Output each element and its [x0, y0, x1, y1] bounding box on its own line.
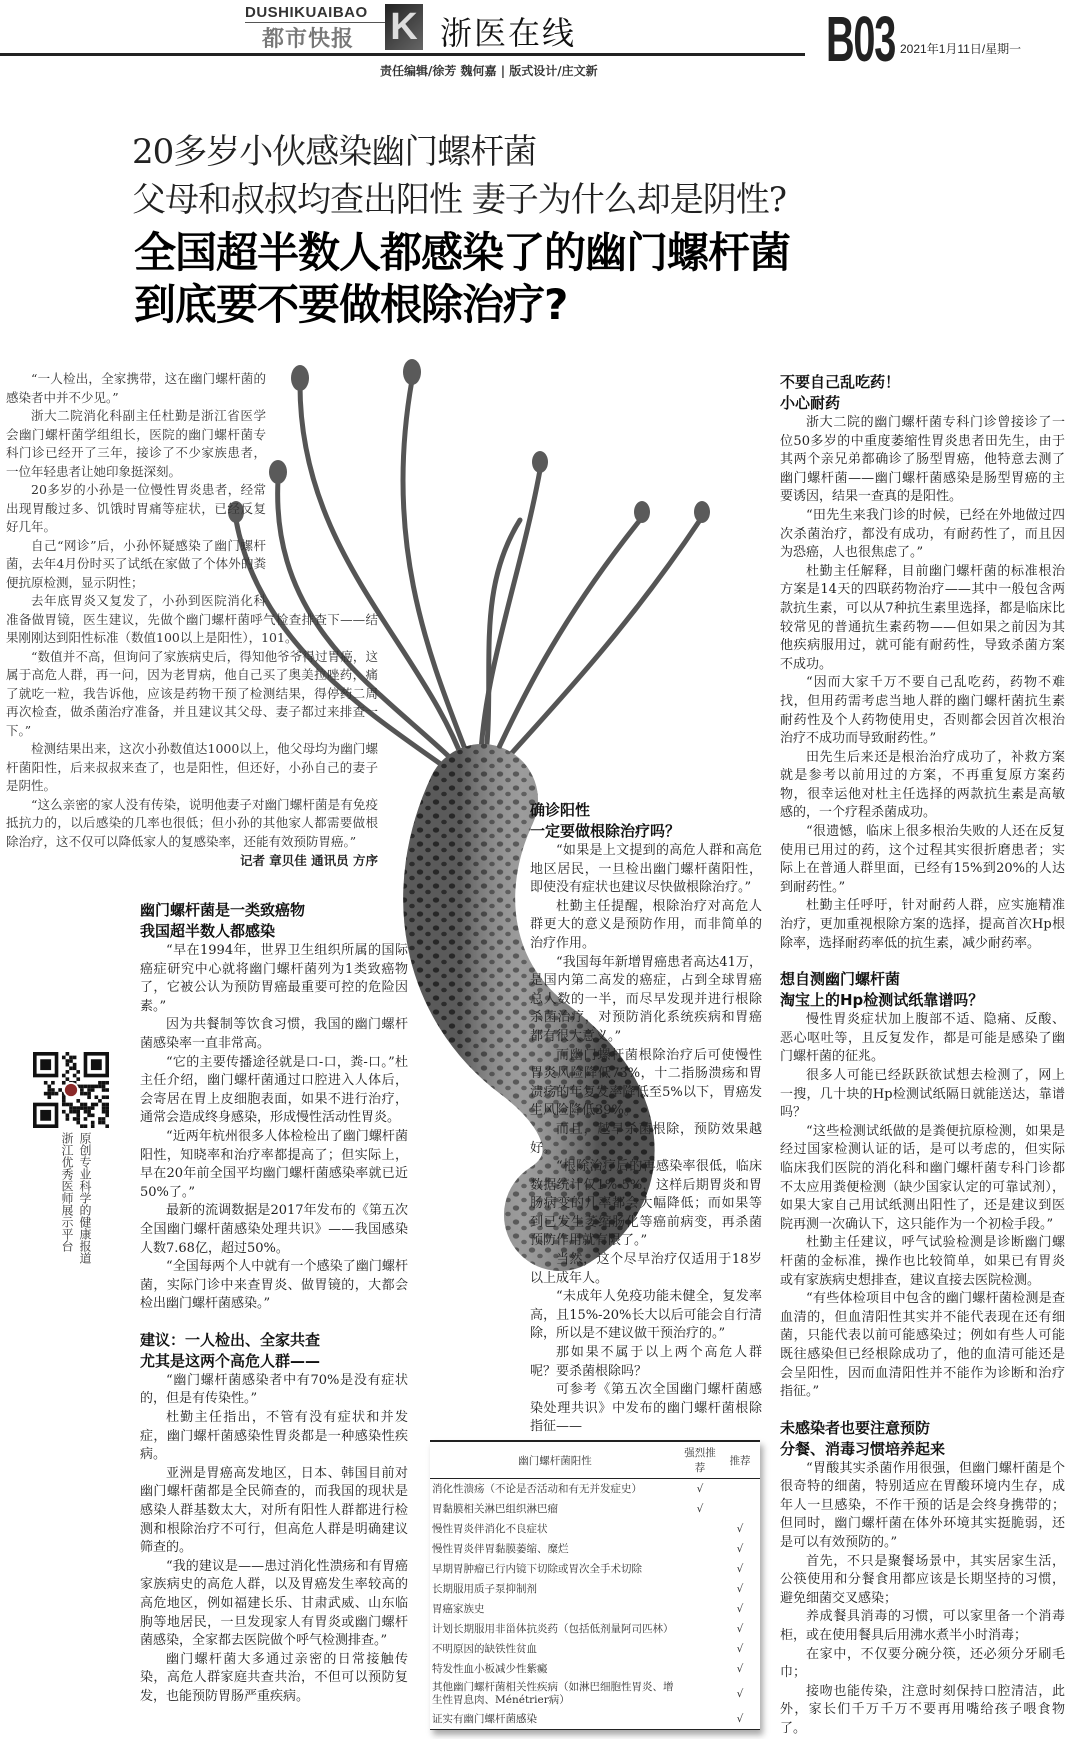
recommend-check-cell: √ — [736, 1642, 744, 1655]
middle-article-column — [530, 800, 762, 1437]
table-row — [430, 1639, 760, 1659]
body-paragraph: “胃酸其实杀菌作用很强，但幽门螺杆菌是个很奇特的细菌，特别适应在胃酸环境内生存，成年人一旦感染，不作干预的话是会终身携带的；但同时，幽门螺杆菌在体外环境其实挺脆弱，还是可以有效预防的。” — [780, 1460, 1065, 1551]
table-row — [430, 1659, 760, 1679]
body-paragraph: 亚洲是胃癌高发地区，日本、韩国目前对幽门螺杆菌都是全民筛查的，而我国的现状是感染人群基数太大，对所有阳性人群都进行检测和根除治疗不可行，但高危人群是明确建议筛查的。 — [140, 1465, 408, 1556]
recommend-check-cell: √ — [736, 1687, 744, 1700]
section-heading: 确诊阳性 — [530, 801, 591, 819]
strong-check-cell — [680, 1679, 720, 1709]
intro-paragraph: 检测结果出来，这次小孙数值达1000以上，他父母均为幽门螺杆菌阳性，后来叔叔来查了，也是阳性，但还好，小孙自己的妻子是阴性。 — [6, 741, 378, 793]
body-paragraph: “我的建议是——患过消化性溃疡和有胃癌家族病史的高危人群，以及胃癌发生率较高的高危地区，例如福建长乐、甘肃武威、山东临朐等地居民，一旦发现家人有胃炎或幽门螺杆菌感染，全家都去医院做个呼气检测排查。” — [140, 1558, 408, 1649]
intro-paragraph: 自己“网诊”后，小孙怀疑感染了幽门螺杆菌，去年4月份时买了试纸在家做了个体外的粪便抗原检测，显示阴性； — [6, 537, 266, 590]
table-header-row — [430, 1441, 760, 1479]
body-paragraph: 杜勤主任解释，目前幽门螺杆菌的标准根治方案是14天的四联药物治疗——其中一般包含两款抗生素，可以从7种抗生素里选择，都是临床比较常见的普通抗生素药物——但如果之前因为其他疾病服用过，就可能有耐药性，导致杀菌方案不成功。 — [780, 563, 1065, 672]
indication-label: 慢性胃炎伴消化不良症状 — [432, 1522, 548, 1535]
kicker-line-1: 20多岁小伙感染幽门螺杆菌 — [132, 132, 537, 172]
section-heading: 淘宝上的Hp检测试纸靠谱吗？ — [780, 991, 984, 1010]
strong-check-cell — [680, 1709, 720, 1730]
body-paragraph: 浙大二院的幽门螺杆菌专科门诊曾接诊了一位50多岁的中重度萎缩性胃炎患者田先生，由于其两个亲兄弟都确诊了肠型胃癌，他特意去测了幽门螺杆菌——幽门螺杆菌感染是肠型胃癌的主要诱因，结果一查真的是阳性。 — [780, 415, 1065, 505]
page-number: B03 — [826, 3, 896, 75]
paper-logo-k: K — [385, 4, 423, 50]
indication-label: 证实有幽门螺杆菌感染 — [430, 1709, 680, 1730]
indication-label: 早期胃肿瘤已行内镜下切除或胃次全手术切除 — [432, 1562, 642, 1575]
body-paragraph: 当然，这个尽早治疗仅适用于18岁以上成年人。 — [530, 1252, 762, 1286]
table-row — [430, 1539, 760, 1559]
body-paragraph: “近两年杭州很多人体检检出了幽门螺杆菌阳性，知晓率和治疗率都提高了；但实际上，早在20年前全国平均幽门螺杆菌感染率就已近50%了。” — [140, 1128, 408, 1200]
body-paragraph: 最新的流调数据是2017年发布的《第五次全国幽门螺杆菌感染处理共识》——我国感染人数7.68亿，超过50%。 — [140, 1203, 408, 1256]
indication-label: 长期服用质子泵抑制剂 — [432, 1582, 537, 1595]
body-paragraph: 很多人可能已经跃跃欲试想去检测了，网上一搜，几十块的Hp检测试纸隔日就能送达，靠谱吗？ — [780, 1068, 1065, 1121]
table-row — [430, 1679, 760, 1709]
issue-date: 2021年1月11日/星期一 — [900, 42, 1022, 56]
table-row — [430, 1709, 760, 1730]
table-row — [430, 1479, 760, 1500]
indication-label: 其他幽门螺杆菌相关性疾病（如淋巴细胞性胃炎、增生性胃息肉、Ménétrier病） — [432, 1681, 674, 1706]
header-recommend: 推荐 — [720, 1441, 760, 1479]
recommend-check-cell: √ — [736, 1542, 744, 1555]
header-indication: 幽门螺杆菌阳性 — [430, 1441, 680, 1479]
indication-label: 消化性溃疡（不论是否活动和有无并发症史） — [432, 1482, 642, 1495]
table-row — [430, 1559, 760, 1579]
body-paragraph: 田先生后来还是根治治疗成功了，补救方案就是参考以前用过的方案，不再重复原方案药物，很幸运他对杜主任选择的两款抗生素是高敏感的，一个疗程杀菌成功。 — [780, 749, 1065, 821]
body-paragraph: “未成年人免疫功能未健全，复发率高，且15%-20%长大以后可能会自行清除，所以是不建议做干预治疗的。” — [530, 1289, 762, 1342]
qr-caption — [58, 1132, 94, 1264]
section-heading: 一定要做根除治疗吗？ — [530, 822, 681, 840]
body-paragraph: 慢性胃炎症状加上腹部不适、隐痛、反酸、恶心呕吐等，且反复发作，都是可能是感染了幽门螺杆菌的征兆。 — [780, 1012, 1065, 1065]
strong-check-cell — [680, 1539, 720, 1559]
right-article-column — [780, 372, 1065, 1739]
strong-check-cell — [680, 1619, 720, 1639]
recommend-check-cell — [720, 1499, 760, 1519]
body-paragraph: 在家中，不仅要分碗分筷，还必须分牙刷毛巾； — [780, 1646, 1065, 1681]
section-heading: 小心耐药 — [780, 394, 841, 412]
strong-check-cell — [680, 1559, 720, 1579]
body-paragraph: 杜勤主任建议，呼气试验检测是诊断幽门螺杆菌的金标准，操作也比较简单，如果已有胃炎或有家族病史想排查，建议直接去医院检测。 — [780, 1235, 1065, 1288]
body-paragraph: “早在1994年，世界卫生组织所属的国际癌症研究中心就将幽门螺杆菌列为1类致癌物了，它被公认为预防胃癌最重要可控的危险因素。” — [140, 943, 408, 1014]
body-paragraph: 杜勤主任指出，不管有没有症状和并发症，幽门螺杆菌感染性胃炎都是一种感染性疾病。 — [140, 1410, 408, 1463]
strong-check-cell: √ — [696, 1502, 704, 1515]
section-title: 浙医在线 — [440, 14, 577, 52]
body-paragraph: 因为共餐制等饮食习惯，我国的幽门螺杆菌感染率一直非常高。 — [140, 1017, 408, 1051]
recommend-check-cell — [720, 1479, 760, 1500]
body-paragraph: “这些检测试纸做的是粪便抗原检测，如果是经过国家检测认证的话，是可以考虑的，但实际临床我们医院的消化科和幽门螺杆菌专科门诊都不太应用粪便检测（缺少国家认定的可靠试剂），如果大家自己用试纸测出阳性了，还是建议到医院再测一次确认下，这只能作为一个初检手段。” — [780, 1123, 1065, 1232]
section-heading: 建议：一人检出、全家共查 — [140, 1330, 321, 1349]
left-article-column — [140, 900, 408, 1707]
table-row — [430, 1519, 760, 1539]
table-row — [430, 1599, 760, 1619]
section-heading: 未感染者也要注意预防 — [780, 1418, 931, 1437]
table-row — [430, 1579, 760, 1599]
intro-paragraph: “数值并不高，但询问了家族病史后，得知他爷爷得过胃癌，这属于高危人群，再一问，因为老胃病，他自己买了奥美拉唑药，痛了就吃一粒，我告诉他，应该是药物干预了检测结果，得停药二周再次检查，做杀菌治疗准备，并且建议其父母、妻子都过来排查一下。” — [6, 648, 378, 738]
section-heading: 尤其是这两个高危人群—— — [140, 1351, 321, 1370]
body-paragraph: 首先，不只是聚餐场景中，其实居家生活，公筷使用和分餐食用都应该是长期坚持的习惯，避免细菌交叉感染； — [780, 1553, 1065, 1606]
body-paragraph: “有些体检项目中包含的幽门螺杆菌检测是查血清的，但血清阳性其实并不能代表现在还有细菌，只能代表以前可能感染过；例如有些人可能既往感染但已经根除成功了，他的血清可能还是会呈阳性，因而血清阳性并不能作为诊断和治疗指征。” — [780, 1291, 1065, 1400]
strong-check-cell — [680, 1579, 720, 1599]
text-wrap-spacer — [266, 370, 378, 605]
body-paragraph: 杜勤主任呼吁，针对耐药人群，应实施精准治疗，更加重视根除方案的选择，提高首次Hp根除率，选择耐药率低的抗生素，减少耐药率。 — [780, 898, 1065, 951]
body-paragraph: “田先生来我门诊的时候，已经在外地做过四次杀菌治疗，都没有成功，有耐药性了，而且因为恐癌，人也很焦虑了。” — [780, 507, 1065, 561]
indication-label: 计划长期服用非甾体抗炎药（包括低剂量阿司匹林） — [432, 1622, 674, 1635]
body-paragraph: “幽门螺杆菌感染者中有70%是没有症状的，但是有传染性。” — [140, 1372, 408, 1407]
section-heading: 幽门螺杆菌是一类致癌物 — [140, 901, 306, 919]
intro-paragraph: “一人检出，全家携带，这在幽门螺杆菌的感染者中并不少见。” — [6, 371, 266, 405]
recommend-check-cell: √ — [736, 1622, 744, 1635]
intro-paragraph: 20多岁的小孙是一位慢性胃炎患者，经常出现胃酸过多、饥饿时胃痛等症状，已经反复好几年。 — [6, 482, 266, 534]
strong-check-cell — [680, 1659, 720, 1679]
main-headline-line-2: 到底要不要做根除治疗? — [134, 280, 568, 329]
strong-check-cell — [680, 1639, 720, 1659]
body-paragraph: 可参考《第五次全国幽门螺杆菌感染处理共识》中发布的幽门螺杆菌根除指征—— — [530, 1382, 762, 1435]
section-heading: 我国超半数人都感染 — [140, 922, 276, 940]
body-paragraph: 接吻也能传染，注意时刻保持口腔清洁，此外，家长们千万千万不要再用嘴给孩子喂食物了。 — [780, 1683, 1065, 1736]
recommend-check-cell: √ — [736, 1522, 744, 1535]
recommend-check-cell: √ — [736, 1562, 744, 1575]
strong-check-cell — [680, 1519, 720, 1539]
indication-label: 慢性胃炎伴胃黏膜萎缩、糜烂 — [432, 1542, 569, 1555]
table-row — [430, 1619, 760, 1639]
qr-caption-line: 浙江优秀医师展示平台 — [60, 1132, 74, 1252]
recommend-check-cell: √ — [736, 1602, 744, 1615]
main-headline-line-1: 全国超半数人都感染了的幽门螺杆菌 — [134, 228, 791, 277]
intro-paragraph: 浙大二院消化科副主任杜勤是浙江省医学会幽门螺杆菌学组组长，医院的幽门螺杆菌专科门诊已经开了三年，接诊了不少家族患者，一位年轻患者让她印象挺深刻。 — [6, 408, 266, 479]
body-paragraph: “因而大家千万不要自己乱吃药，药物不难找，但用药需考虑当地人群的幽门螺杆菌抗生素耐药性及个人药物使用史，否则都会因首次根治治疗不成功而导致耐药性。” — [780, 675, 1065, 747]
indication-label: 特发性血小板减少性紫癜 — [432, 1662, 548, 1675]
intro-paragraph: “这么亲密的家人没有传染，说明他妻子对幽门螺杆菌是有免疫抵抗力的，以后感染的几率也很低；但小孙的其他家人都需要做根除治疗，这不仅可以降低家人的复感染率，还能有效预防胃癌。” — [6, 796, 378, 849]
paper-name-english: DUSHIKUAIBAO — [245, 4, 368, 21]
body-paragraph: 幽门螺杆菌大多通过亲密的日常接触传染，高危人群家庭共查共治，不但可以预防复发，也能预防胃肠严重疾病。 — [140, 1651, 408, 1704]
qr-code[interactable] — [33, 1052, 109, 1128]
paper-name-chinese: 都市快报 — [262, 27, 355, 52]
byline: 记者 章贝佳 通讯员 方序 — [239, 853, 378, 868]
section-heading: 想自测幽门螺杆菌 — [780, 970, 901, 989]
body-paragraph: “全国每两个人中就有一个感染了幽门螺杆菌，实际门诊中来查胃炎、做胃镜的，大都会检出幽门螺杆菌感染。” — [140, 1259, 408, 1312]
body-paragraph: “我国每年新增胃癌患者高达41万，是国内第二高发的癌症，占到全球胃癌总人数的一半，而尽早发现并进行根除杀菌治疗，对预防消化系统疾病和胃癌都有很大意义。” — [530, 954, 762, 1044]
body-paragraph: 而且，越早杀菌根除，预防效果越好。 — [530, 1121, 762, 1156]
body-paragraph: 杜勤主任提醒，根除治疗对高危人群更大的意义是预防作用，而非简单的治疗作用。 — [530, 898, 762, 951]
qr-caption-line: 原创专业科学的健康报道 — [78, 1132, 92, 1264]
header-strong: 强烈推荐 — [680, 1441, 720, 1479]
recommend-check-cell: √ — [720, 1709, 760, 1730]
intro-paragraph: 去年底胃炎又复发了，小孙到医院消化科准备做胃镜，医生建议，先做个幽门螺杆菌呼气检查排查下——结果刚刚达到阳性标准（数值100以上是阳性），101。 — [6, 593, 378, 645]
recommend-check-cell: √ — [736, 1582, 744, 1595]
intro-story — [6, 370, 378, 869]
editor-credits: 责任编辑/徐芳 魏何嘉 | 版式设计/庄文新 — [380, 64, 598, 78]
body-paragraph: 而幽门螺杆菌根除治疗后可使慢性胃炎风险降低73%，十二指肠溃疡和胃溃疡的年复发率降低至5%以下，胃癌发生风险降低39%。 — [530, 1047, 762, 1119]
body-paragraph: 养成餐具消毒的习惯，可以家里备一个消毒柜，或在使用餐具后用沸水煮半小时消毒； — [780, 1609, 1065, 1644]
body-paragraph: “根除治疗后的再感染率很低，临床数据统计仅1%-5%，这样后期胃炎和胃肠病变的几率都会大幅降低；而如果等到已发生萎缩肠化等癌前病变，再杀菌预防作用就有限了。” — [530, 1159, 762, 1249]
body-paragraph: “它的主要传播途径就是口-口，粪-口。”杜主任介绍，幽门螺杆菌通过口腔进入人体后，会寄居在胃上皮细胞表面，如果不进行治疗，通常会造成终身感染，形成慢性活动性胃炎。 — [140, 1054, 408, 1126]
table-row — [430, 1499, 760, 1519]
section-heading: 不要自己乱吃药！ — [780, 373, 901, 391]
section-heading: 分餐、消毒习惯培养起来 — [780, 1439, 946, 1458]
indication-label: 胃癌家族史 — [432, 1602, 485, 1615]
recommend-check-cell: √ — [736, 1662, 744, 1675]
indication-label: 不明原因的缺铁性贫血 — [432, 1642, 537, 1655]
strong-check-cell: √ — [696, 1482, 704, 1495]
indication-label: 胃黏膜相关淋巴组织淋巴瘤 — [432, 1502, 558, 1515]
body-paragraph: “如果是上文提到的高危人群和高危地区居民，一旦检出幽门螺杆菌阳性，即使没有症状也建议尽快做根除治疗。” — [530, 843, 762, 896]
indication-table — [430, 1440, 760, 1730]
kicker-line-2: 父母和叔叔均查出阳性 妻子为什么却是阴性? — [132, 180, 787, 220]
strong-check-cell — [680, 1599, 720, 1619]
body-paragraph: “很遗憾，临床上很多根治失败的人还在反复使用已用过的药，这个过程其实很折磨患者；实际上在普通人群里面，已经有15%到20%的人达到耐药性。” — [780, 824, 1065, 895]
body-paragraph: 那如果不属于以上两个高危人群呢？要杀菌根除吗？ — [530, 1345, 762, 1379]
